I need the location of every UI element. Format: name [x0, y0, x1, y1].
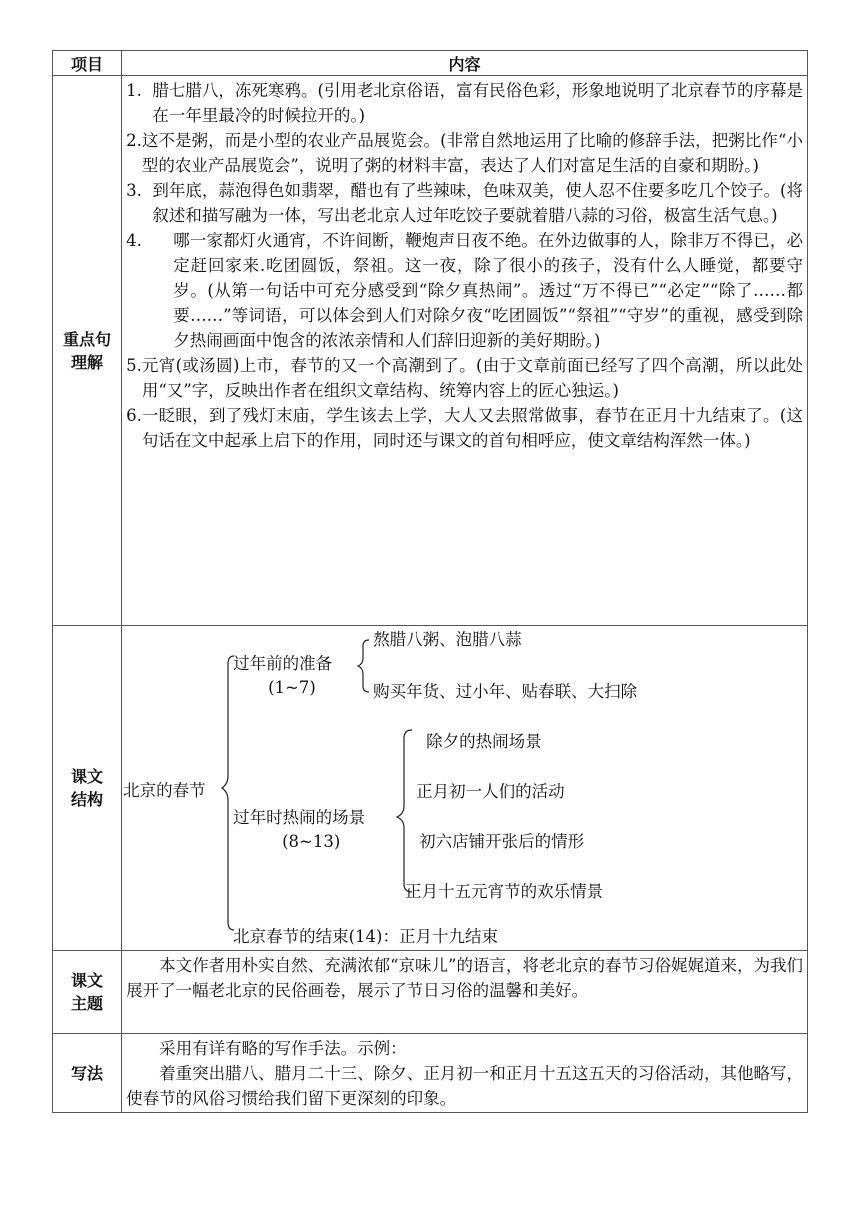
label-line: 理解 [71, 352, 104, 372]
fest-item: 正月十五元宵节的欢乐情景 [405, 882, 604, 901]
label-structure [53, 626, 122, 951]
item-text: 到年底，蒜泡得色如翡翠，醋也有了些辣味，色味双美，使人忍不住要多吃几个饺子。(将叙述和描写融为一体，写出老北京人过年吃饺子要就着腊八蒜的习俗，极富生活气息。) [152, 181, 803, 225]
label-key-sentences [53, 76, 122, 626]
label-line: 主题 [71, 994, 104, 1013]
writing-content [122, 1034, 808, 1113]
writing-line: 采用有详有略的写作手法。示例： [159, 1039, 407, 1058]
writing-line: 着重突出腊八、腊月二十三、除夕、正月初一和正月十五这五天的习俗活动，其他略写，使春节的风俗习惯给我们留下更深刻的印象。 [126, 1064, 803, 1108]
list-item [126, 228, 803, 353]
structure-diagram [122, 626, 807, 950]
fest-brace [397, 730, 412, 892]
row-key-sentences [53, 76, 808, 626]
header-item: 项目 [53, 51, 122, 76]
fest-item: 除夕的热闹场景 [426, 732, 542, 751]
root-brace [222, 656, 234, 930]
fest-item: 正月初一人们的活动 [416, 782, 565, 801]
structure-content [122, 626, 808, 951]
fest-item: 初六店铺开张后的情形 [419, 832, 585, 851]
theme-text: 本文作者用朴实自然、充满浓郁“京味儿”的语言，将老北京的春节习俗娓娓道来，为我们展开了一幅老北京的民俗画卷，展示了节日习俗的温馨和美好。 [126, 956, 803, 1000]
item-number: 5. [126, 356, 142, 375]
list-item [126, 78, 803, 128]
header-row [53, 51, 808, 76]
key-sentences-content [122, 76, 808, 626]
item-number: 2. [126, 131, 142, 150]
list-item [126, 128, 803, 178]
prep-brace [358, 640, 369, 692]
row-writing [53, 1034, 808, 1113]
row-theme [53, 951, 808, 1034]
item-text: 哪一家都灯火通宵，不许间断，鞭炮声日夜不绝。在外边做事的人，除非万不得已，必定赶回家来.吃团圆饭，祭祖。这一夜，除了很小的孩子，没有什么人睡觉，都要守岁。(从第一句话中可充分感受到“除夕真热闹”。透过“万不得已”“必定”“除了……都要……”等词语，可以体会到人们对除夕夜“吃团圆饭”“祭祖”“守岁”的重视，感受到除夕热闹画面中饱含的浓浓亲情和人们辞旧迎新的美好期盼。) [173, 231, 803, 350]
prep-item: 熬腊八粥、泡腊八蒜 [373, 630, 522, 649]
label-line: 写法 [71, 1063, 104, 1083]
item-number: 6. [126, 406, 142, 425]
root-node: 北京的春节 [123, 781, 206, 800]
item-text: 一眨眼，到了残灯末庙，学生该去上学，大人又去照常做事，春节在正月十九结束了。(这句话在文中起承上启下的作用，同时还与课文的首句相呼应，使文章结构浑然一体。) [141, 406, 803, 450]
list-item [126, 353, 803, 403]
item-text: 腊七腊八，冻死寒鸦。(引用老北京俗语，富有民俗色彩，形象地说明了北京春节的序幕是在一年里最冷的时候拉开的。) [152, 81, 803, 125]
label-writing [53, 1034, 122, 1113]
item-number: 3. [126, 181, 153, 200]
label-line: 结构 [71, 790, 104, 809]
label-line: 课文 [71, 971, 104, 990]
item-text: 这不是粥，而是小型的农业产品展览会。(非常自然地运用了比喻的修辞手法，把粥比作“小型的农业产品展览会”，说明了粥的材料丰富，表达了人们对富足生活的自豪和期盼。) [141, 131, 803, 175]
label-line: 重点句 [63, 329, 112, 349]
prep-item: 购买年货、过小年、贴春联、大扫除 [373, 682, 638, 701]
label-theme [53, 951, 122, 1034]
list-item [126, 178, 803, 228]
header-content: 内容 [122, 51, 808, 76]
label-line: 课文 [71, 767, 104, 786]
item-number: 1. [126, 81, 153, 100]
theme-content [122, 951, 808, 1034]
end-node: 北京春节的结束(14)：正月十九结束 [233, 927, 498, 946]
list-item [126, 403, 803, 453]
item-number: 4. [126, 231, 174, 250]
item-text: 元宵(或汤圆)上市，春节的又一个高潮到了。(由于文章前面已经写了四个高潮，所以此处用“又”字，反映出作者在组织文章结构、统筹内容上的匠心独运。) [141, 356, 803, 400]
summary-table [52, 50, 808, 1113]
fest-range: (8~13) [282, 832, 341, 851]
prep-title: 过年前的准备 [233, 654, 333, 673]
fest-title: 过年时热闹的场景 [233, 808, 366, 827]
prep-range: (1~7) [268, 678, 316, 697]
row-structure [53, 626, 808, 951]
